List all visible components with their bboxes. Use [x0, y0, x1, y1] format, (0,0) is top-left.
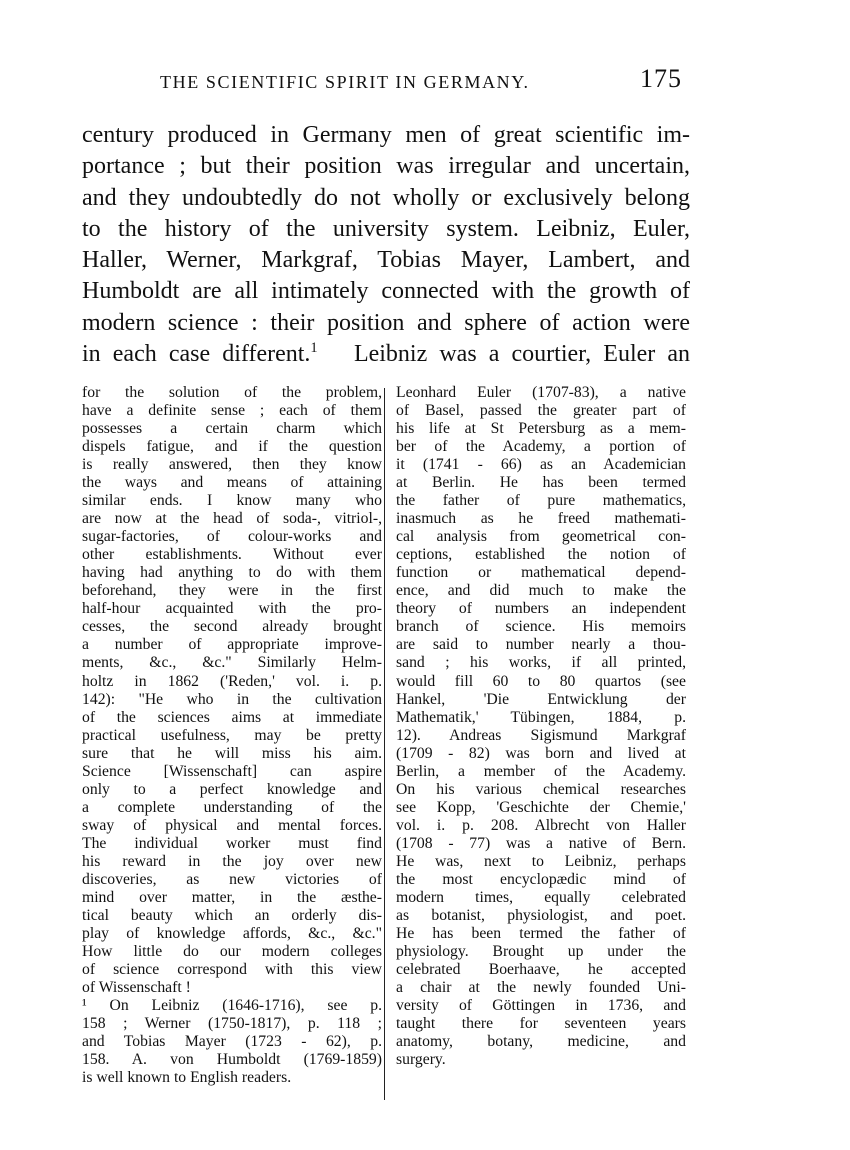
footnote-line: cal analysis from geometrical con-	[396, 528, 686, 546]
footnote-line: similar ends. I know many who	[82, 492, 382, 510]
footnote-line: and Tobias Mayer (1723 - 62), p.	[82, 1033, 382, 1051]
footnote-line: are now at the head of soda-, vitriol-,	[82, 510, 382, 528]
footnote-line: beforehand, they were in the first	[82, 582, 382, 600]
footnote-line: his reward in the joy over new	[82, 852, 382, 870]
footnote-line: function or mathematical depend-	[396, 564, 686, 582]
footnote-line: discoveries, as new victories of	[82, 870, 382, 888]
body-line-end: Leibniz was a courtier, Euler an	[353, 341, 691, 368]
footnote-line: tical beauty which an orderly dis-	[82, 906, 382, 924]
footnote-line: How little do our modern colleges	[82, 942, 382, 960]
body-line: Humboldt are all intimately connected with the growth of	[82, 278, 690, 305]
footnote-line: inasmuch as he freed mathemati-	[396, 510, 686, 528]
footnote-line: cesses, the second already brought	[82, 618, 382, 636]
footnote-line: physiology. Brought up under the	[396, 942, 686, 960]
body-line: to the history of the university system. Leibniz, Euler,	[82, 215, 690, 242]
footnote-line: play of knowledge affords, &c., &c."	[82, 924, 382, 942]
body-line: portance ; but their position was irregular and uncertain,	[82, 153, 690, 180]
footnote-line: other establishments. Without ever	[82, 546, 382, 564]
body-line: century produced in Germany men of great scientific im-	[82, 122, 690, 148]
footnote-line: a chair at the newly founded Uni-	[396, 979, 686, 997]
footnote-line: mind over matter, in the æsthe-	[82, 888, 382, 906]
footnote-line: The individual worker must find	[82, 834, 382, 852]
footnote-line: of Basel, passed the greater part of	[396, 402, 686, 420]
footnote-line: (1708 - 77) was a native of Bern.	[396, 834, 686, 852]
footnote-line: Leonhard Euler (1707-83), a native	[396, 384, 686, 401]
footnote-line: of the sciences aims at immediate	[82, 708, 382, 726]
footnote-line: sure that he will miss his aim.	[82, 744, 382, 762]
footnote-line: is really answered, then they know	[82, 456, 382, 474]
page-number: 175	[640, 64, 682, 93]
footnote-line: He has been termed the father of	[396, 924, 686, 942]
footnote-line: Mathematik,' Tübingen, 1884, p.	[396, 708, 686, 726]
footnote-line: 158. A. von Humboldt (1769-1859)	[82, 1051, 382, 1069]
running-head: THE SCIENTIFIC SPIRIT IN GERMANY.	[160, 72, 530, 92]
footnote-line: a number of appropriate improve-	[82, 636, 382, 654]
footnote-line: possesses a certain charm which	[82, 420, 382, 438]
footnote-line: the father of pure mathematics,	[396, 492, 686, 510]
footnote-line: Berlin, a member of the Academy.	[396, 762, 686, 780]
footnote-line: have a definite sense ; each of them	[82, 402, 382, 420]
footnote-column-left	[82, 384, 382, 1087]
footnote-line: half-hour acquainted with the pro-	[82, 600, 382, 618]
footnote-marker: 1	[310, 340, 318, 357]
footnote-line: practical usefulness, may be pretty	[82, 726, 382, 744]
footnote-line: celebrated Boerhaave, he accepted	[396, 961, 686, 978]
body-line: modern science : their position and sphere of action were	[82, 309, 690, 336]
footnote-line: 142): "He who in the cultivation	[82, 690, 382, 708]
footnote-line: his life at St Petersburg as a mem-	[396, 420, 686, 438]
footnote-line: surgery.	[396, 1051, 446, 1069]
footnote-line: Hankel, 'Die Entwicklung der	[396, 690, 686, 708]
footnote-line: of science correspond with this view	[82, 961, 382, 978]
footnote-line: of Wissenschaft !	[82, 979, 191, 997]
footnote-line: ments, &c., &c." Similarly Helm-	[82, 654, 382, 672]
footnote-line: ceptions, established the notion of	[396, 546, 686, 564]
footnote-line: the most encyclopædic mind of	[396, 870, 686, 888]
footnote-line: are said to number nearly a thou-	[396, 636, 686, 654]
footnote-line: theory of numbers an independent	[396, 600, 686, 618]
footnote-line: (1709 - 82) was born and lived at	[396, 744, 686, 762]
footnote-line: ber of the Academy, a portion of	[396, 438, 686, 456]
footnote-line: a complete understanding of the	[82, 798, 382, 816]
body-line: and they undoubtedly do not wholly or exclusively belong	[82, 184, 690, 211]
footnote-line: is well known to English readers.	[82, 1069, 292, 1087]
footnote-line: see Kopp, 'Geschichte der Chemie,'	[396, 798, 686, 816]
footnote-line: having had anything to do with them	[82, 564, 382, 582]
footnote-column-right	[396, 384, 686, 1069]
footnote-line: 12). Andreas Sigismund Markgraf	[396, 726, 686, 744]
body-line: Haller, Werner, Markgraf, Tobias Mayer, Lambert, and	[82, 247, 690, 274]
column-divider	[384, 388, 385, 1100]
footnote-line: modern times, equally celebrated	[396, 888, 686, 906]
footnote-line: taught there for seventeen years	[396, 1015, 686, 1033]
footnote-line: ence, and did much to make the	[396, 582, 686, 600]
footnote-line: branch of science. His memoirs	[396, 618, 686, 636]
body-line-with-footnote	[82, 339, 690, 370]
footnote-line: On his various chemical researches	[396, 780, 686, 798]
footnote-line: 158 ; Werner (1750-1817), p. 118 ;	[82, 1015, 382, 1033]
footnote-line: at Berlin. He has been termed	[396, 474, 686, 492]
footnote-line: for the solution of the problem,	[82, 384, 382, 401]
footnote-line: versity of Göttingen in 1736, and	[396, 997, 686, 1015]
footnote-line: holtz in 1862 ('Reden,' vol. i. p.	[82, 672, 382, 690]
main-body-text	[82, 120, 690, 370]
footnote-line: Science [Wissenschaft] can aspire	[82, 762, 382, 780]
footnote-line: ¹ On Leibniz (1646-1716), see p.	[82, 997, 382, 1015]
footnote-line: dispels fatigue, and if the question	[82, 438, 382, 456]
footnote-line: anatomy, botany, medicine, and	[396, 1033, 686, 1051]
footnote-line: sugar-factories, of colour-works and	[82, 528, 382, 546]
footnote-line: would fill 60 to 80 quartos (see	[396, 672, 686, 690]
footnote-line: the ways and means of attaining	[82, 474, 382, 492]
footnote-line: only to a perfect knowledge and	[82, 780, 382, 798]
footnote-line: sand ; his works, if all printed,	[396, 654, 686, 672]
footnote-line: sway of physical and mental forces.	[82, 816, 382, 834]
footnote-line: as botanist, physiologist, and poet.	[396, 906, 686, 924]
body-line-start: in each case different.	[82, 341, 311, 368]
footnote-line: vol. i. p. 208. Albrecht von Haller	[396, 816, 686, 834]
footnote-line: it (1741 - 66) as an Academician	[396, 456, 686, 474]
footnote-line: He was, next to Leibniz, perhaps	[396, 852, 686, 870]
